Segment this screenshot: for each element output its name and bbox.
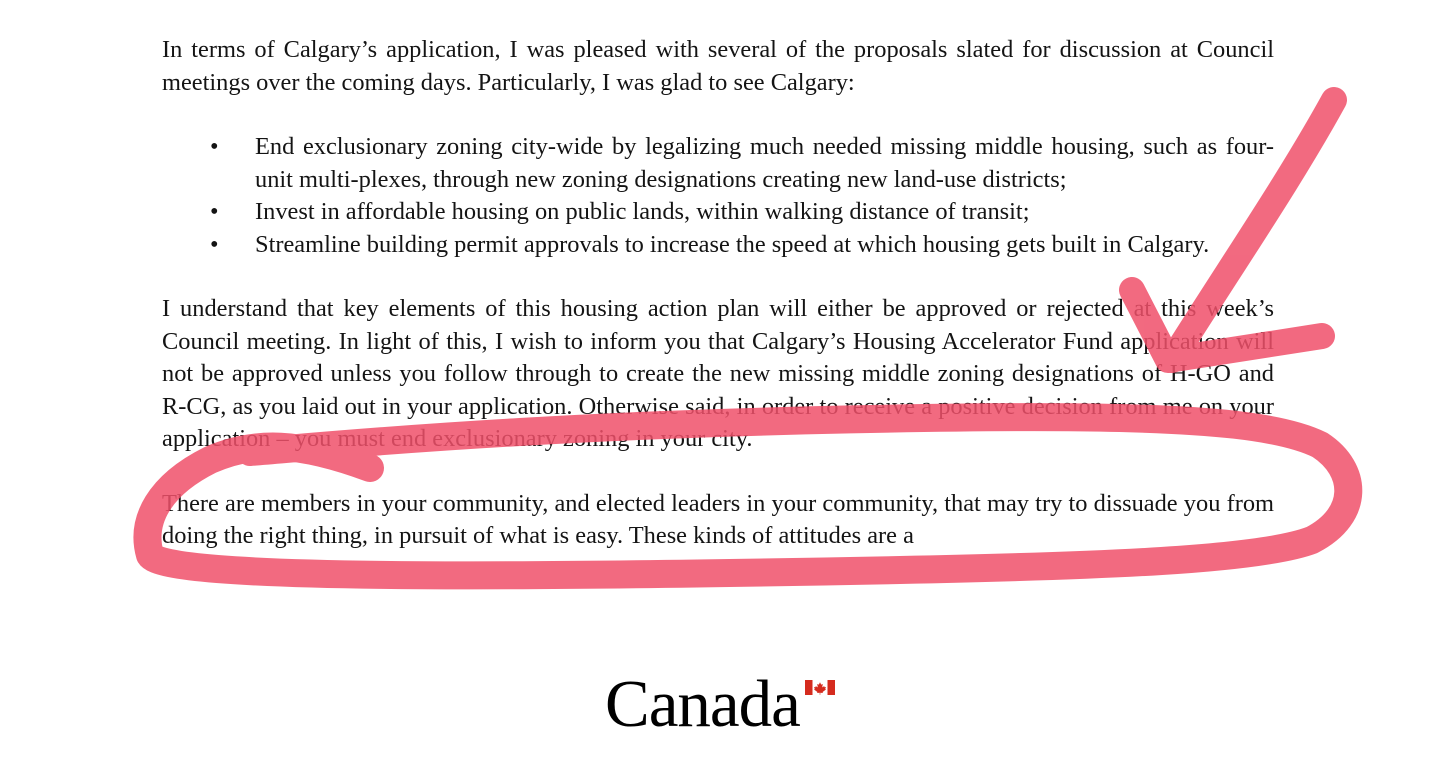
intro-paragraph: In terms of Calgary’s application, I was pleased with several of the proposals slated for discussion at Council meetings over the coming days. Particularly, I was glad to see Calgary:: [162, 36, 1274, 96]
list-item: [162, 131, 1274, 196]
letter-body: [162, 34, 1274, 553]
canada-flag-icon: [805, 680, 835, 695]
proposal-list: [162, 131, 1274, 261]
bullet-icon: •: [210, 133, 219, 160]
list-item-text: Streamline building permit approvals to increase the speed at which housing gets built in Calgary.: [255, 230, 1210, 258]
list-item-text: Invest in affordable housing on public lands, within walking distance of transit;: [255, 198, 1030, 225]
canada-wordmark-logo: [605, 664, 837, 744]
list-item: [162, 229, 1274, 262]
wordmark-text: Canada: [605, 667, 800, 741]
bullet-icon: •: [210, 198, 219, 225]
list-item: [162, 196, 1274, 229]
bullet-icon: •: [210, 230, 219, 258]
list-item-text: End exclusionary zoning city-wide by legalizing much needed missing middle housing, such as four-unit multi-plexes, through new zoning designations creating new land-use districts;: [255, 133, 1274, 193]
closing-paragraph: There are members in your community, and elected leaders in your community, that may try to dissuade you from doing the right thing, in pursuit of what is easy. These kinds of attitudes are a: [162, 489, 1274, 549]
key-paragraph: I understand that key elements of this housing action plan will either be approved or rejected at this week’s Council meeting. In light of this, I wish to inform you that Calgary’s Housing Accelerator Fund application will not be approved unless you follow through to create the new missing middle zoning designations of H-GO and R-CG, as you laid out in your application. Otherwise said, in order to receive a positive decision from me on your application – you must end exclusionary zoning in your city.: [162, 295, 1274, 452]
